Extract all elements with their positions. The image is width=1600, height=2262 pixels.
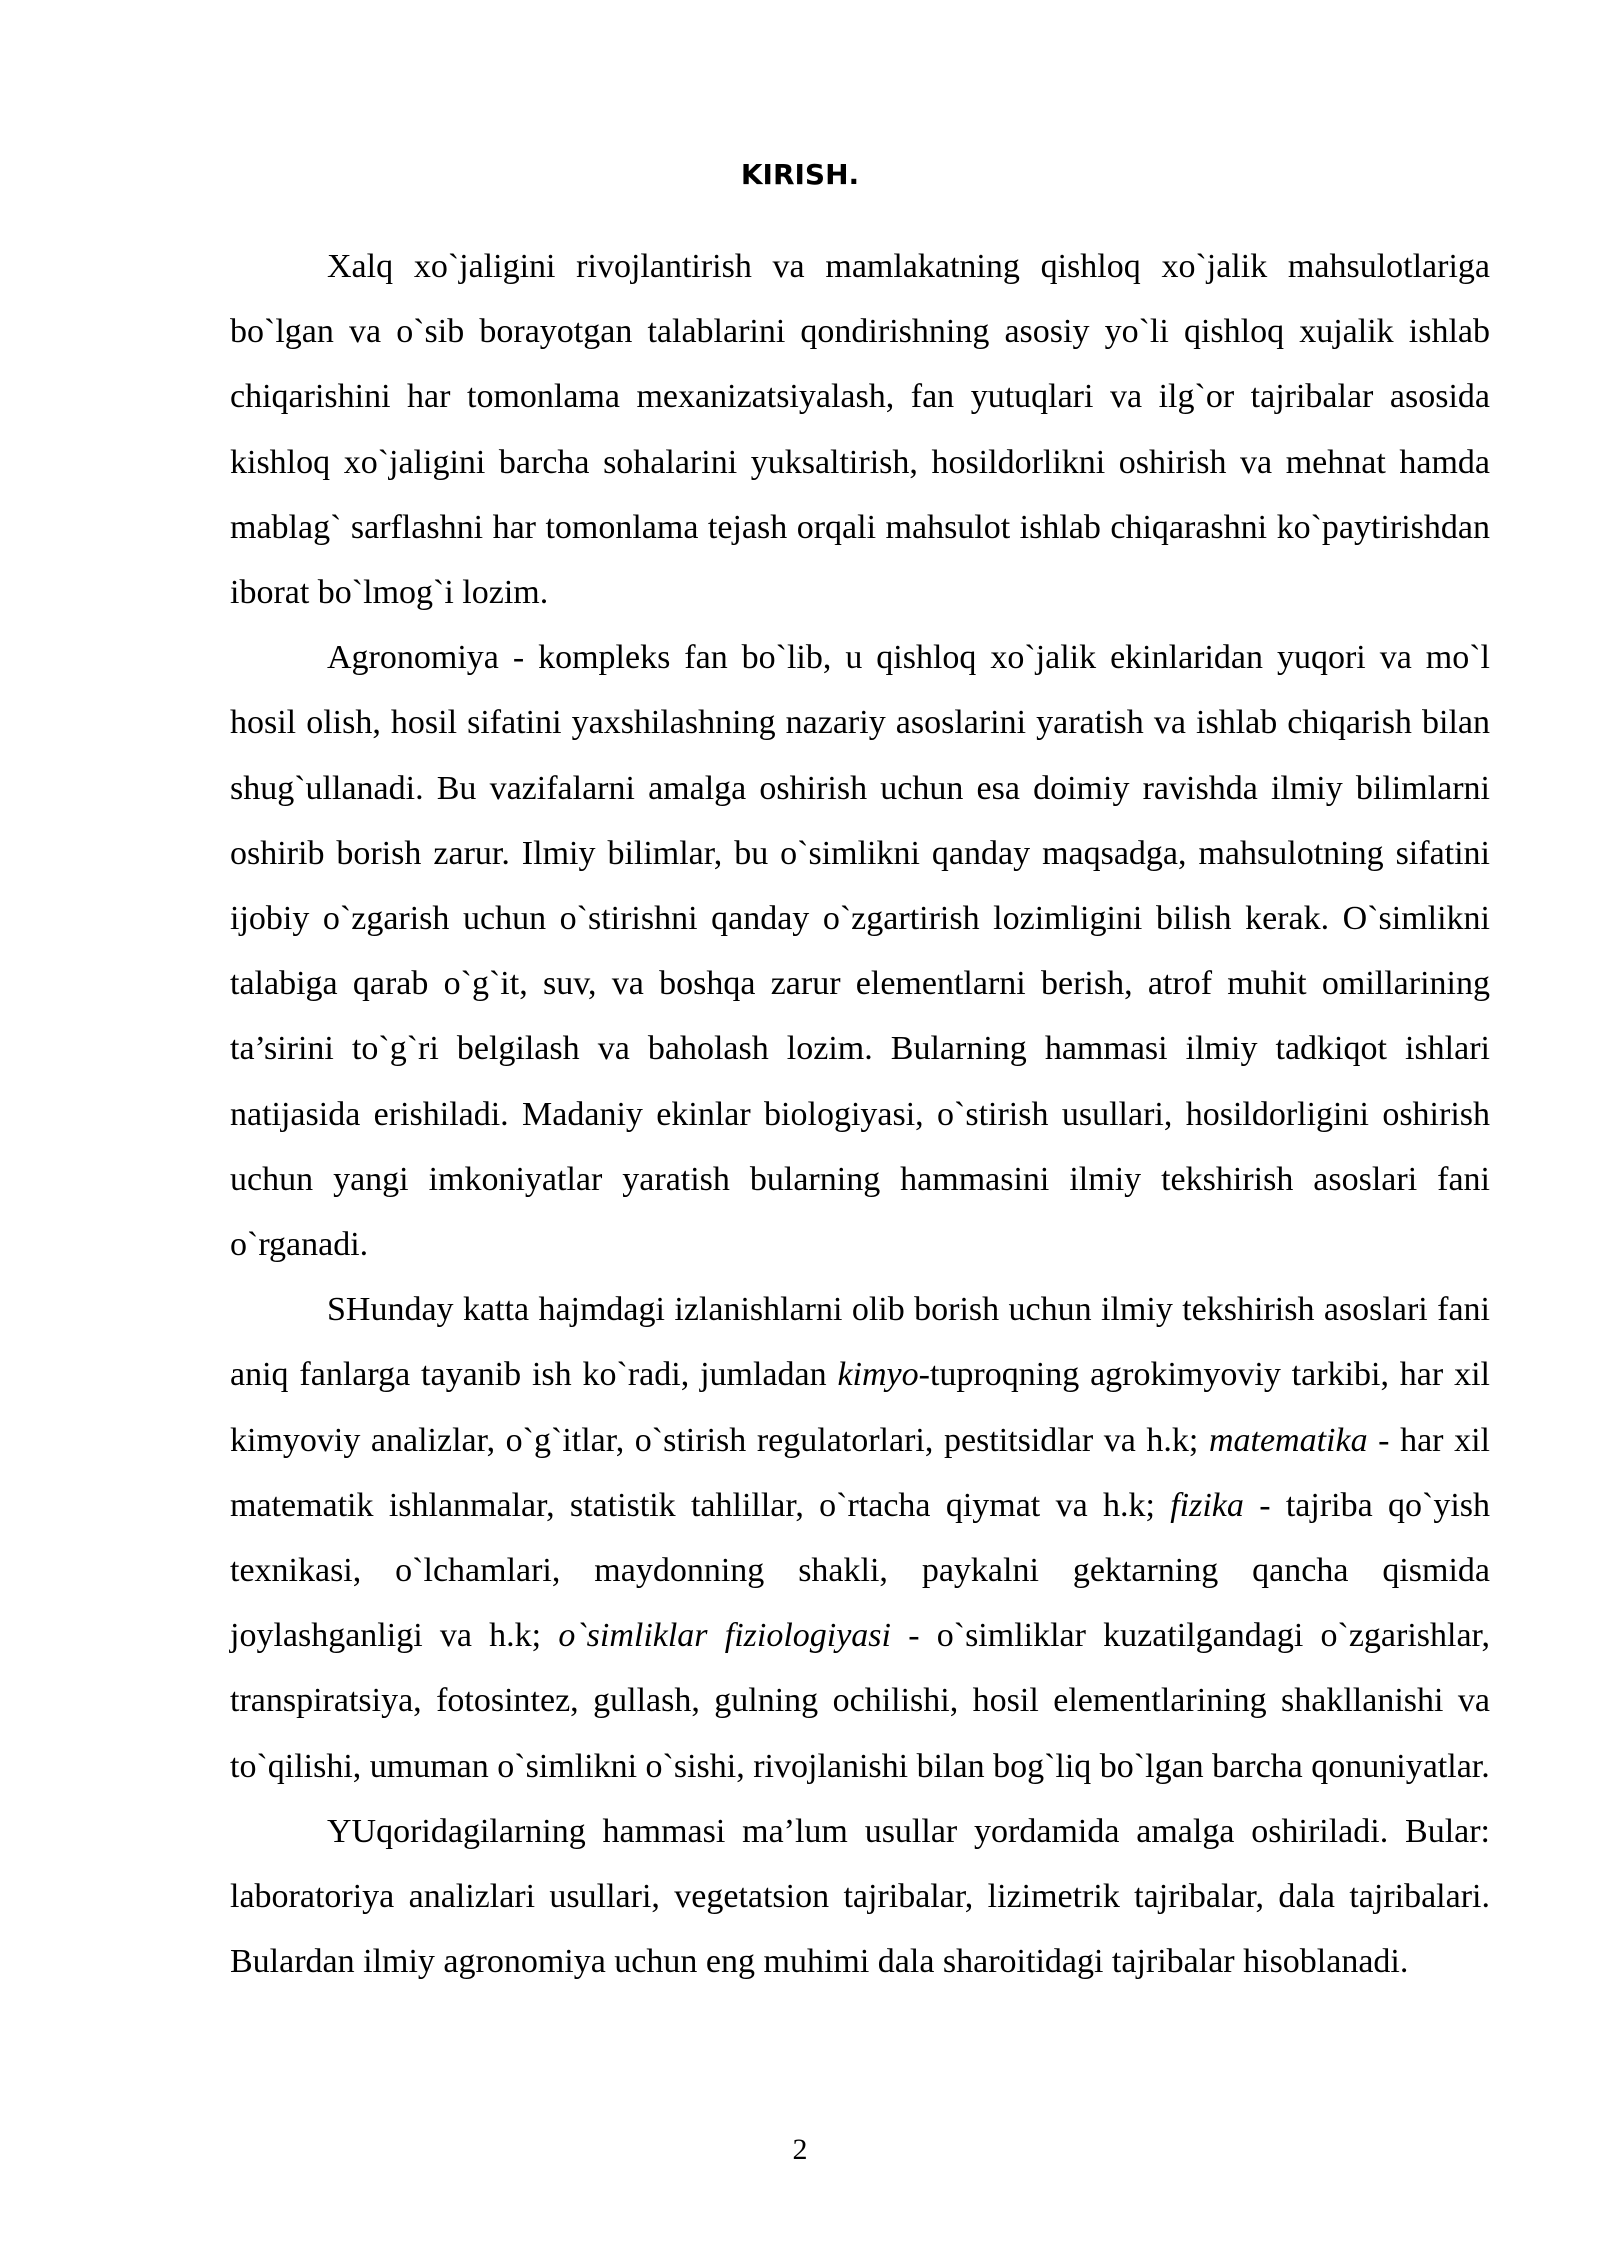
paragraph-text-segment: -tuproqning agrokimyoviy tarkibi, har xil kimyoviy analizlar, o`g`itlar, o`stirish regulatorlari, pestitsidlar va h.k; [230,1356,1490,1459]
paragraph-text-segment: - o`simliklar kuzatilgandagi o`zgarishlar, transpiratsiya, fotosintez, gullash, gulning ochilishi, hosil elementlarining shakllanishi va to`qilishi, umuman o`simlikni o`sishi, rivojlanishi bilan bog`liq bo`lgan barcha qonuniyatlar. [230,1617,1491,1785]
paragraph-text-segment: - tajriba qo`yish texnikasi, o`lchamlari, maydonning shakli, paykalni gektarning qancha qismida joylashganligi va h.k; [230,1486,1491,1655]
term-chemistry: kimyo [837,1356,919,1394]
paragraph-methods: YUqoridagilarning hammasi ma’lum usullar yordamida amalga oshiriladi. Bular: laboratoriya analizlari usullari, vegetatsion tajribalar, lizimetrik tajribalar, dala tajribalari. Bulardan ilmiy agronomiya uchun eng muhimi dala sharoitidagi tajribalar hisoblanadi. [230,1812,1490,1981]
term-physics: fizika [1170,1486,1244,1524]
page-number: 2 [792,2133,808,2166]
term-plant-physiology: o`simliklar fiziologiyasi [558,1617,891,1655]
paragraph-text-segment: - har xil matematik ishlanmalar, statistik tahlillar, o`rtacha qiymat va h.k; [230,1421,1490,1524]
term-mathematics: matematika [1208,1421,1368,1459]
section-heading: KIRISH. [740,158,860,191]
paragraph-agronomy: Agronomiya - kompleks fan bo`lib, u qishloq xo`jalik ekinlaridan yuqori va mo`l hosil olish, hosil sifatini yaxshilashning nazariy asoslarini yaratish va ishlab chiqarish bilan shug`ullanadi. Bu vazifalarni amalga oshirish uchun esa doimiy ravishda ilmiy bilimlarni oshirib borish zarur. Ilmiy bilimlar, bu o`simlikni qanday maqsadga, mahsulotning sifatini ijobiy o`zgarish uchun o`stirishni qanday o`zgartirish lozimligini bilish kerak. O`simlikni talabiga qarab o`g`it, suv, va boshqa zarur elementlarni berish, atrof muhit omillarining ta’sirini to`g`ri belgilash va baholash lozim. Bularning hammasi ilmiy tadkiqot ishlari natijasida erishiladi. Madaniy ekinlar biologiyasi, o`stirish usullari, hosildorligini oshirish uchun yangi imkoniyatlar yaratish bularning hammasini ilmiy tekshirish asoslari fani o`rganadi. [230,639,1490,1264]
body-text [230,234,1490,1994]
paragraph-intro: Xalq xo`jaligini rivojlantirish va mamlakatning qishloq xo`jalik mahsulotlariga bo`lgan va o`sib borayotgan talablarini qondirishning asosiy yo`li qishloq xujalik ishlab chiqarishini har tomonlama mexanizatsiyalash, fan yutuqlari va ilg`or tajribalar asosida kishloq xo`jaligini barcha sohalarini yuksaltirish, hosildorlikni oshirish va mehnat hamda mablag` sarflashni har tomonlama tejash orqali mahsulot ishlab chiqarashni ko`paytirishdan iborat bo`lmog`i lozim. [230,248,1490,612]
paragraph-sciences [230,1277,1490,1799]
paragraph-text-segment: SHunday katta hajmdagi izlanishlarni olib borish uchun ilmiy tekshirish asoslari fani aniq fanlarga tayanib ish ko`radi, jumladan [230,1291,1490,1394]
